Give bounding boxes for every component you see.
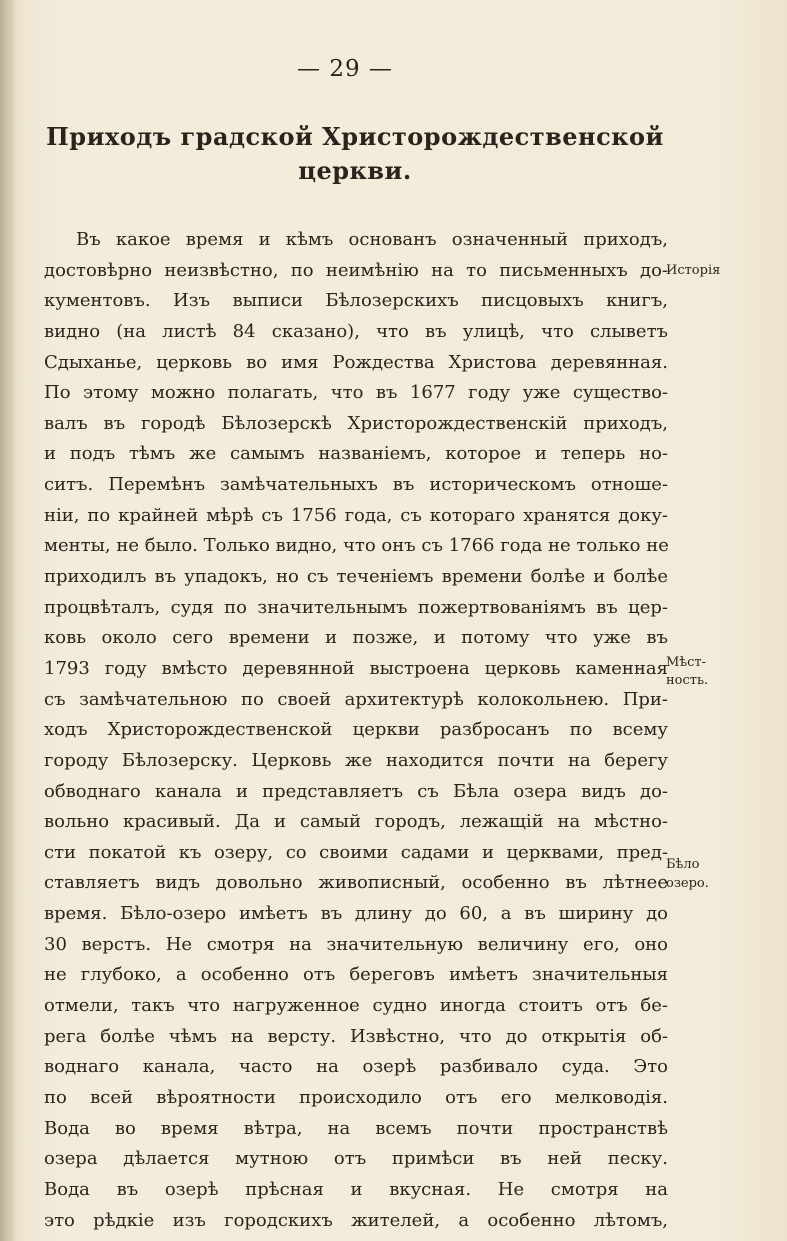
section-title-line-2: церкви.	[298, 156, 412, 185]
margin-note-locality-1: Мѣст-	[666, 655, 707, 670]
text-line: сти покатой къ озеру, со своими садами и церквами, пред-	[44, 841, 668, 863]
text-line: время. Бѣло-озеро имѣетъ въ длину до 60, а въ ширину до	[44, 903, 668, 925]
text-line: вольно красивый. Да и самый городъ, лежащій на мѣстно-	[44, 811, 668, 833]
text-line: не глубоко, а особенно отъ береговъ имѣетъ значительныя	[44, 964, 668, 986]
text-line: Въ какое время и кѣмъ основанъ означенный приходъ,	[76, 229, 668, 250]
margin-note-lake-1: Бѣло	[666, 857, 700, 872]
text-line: съ замѣчательною по своей архитектурѣ колокольнею. При-	[44, 688, 668, 710]
text-line: По этому можно полагать, что въ 1677 году уже существо-	[44, 382, 668, 404]
text-line: ніи, по крайней мѣрѣ съ 1756 года, съ котораго хранятся доку-	[44, 504, 668, 526]
text-line: Вода во время вѣтра, на всемъ почти пространствѣ	[44, 1117, 668, 1139]
text-line: по всей вѣроятности происходило отъ его мелководія.	[44, 1086, 668, 1108]
text-line: 1793 году вмѣсто деревянной выстроена церковь каменная	[44, 657, 668, 679]
text-line: ходъ Христорождественской церкви разбросанъ по всему	[44, 719, 668, 741]
body-text	[44, 225, 668, 1236]
text-line: обводнаго канала и представляетъ съ Бѣла озера видъ до-	[44, 780, 668, 802]
section-title	[40, 120, 670, 188]
margin-note-lake-2: озеро.	[666, 876, 709, 891]
text-line: ситъ. Перемѣнъ замѣчательныхъ въ историческомъ отноше-	[44, 474, 668, 496]
text-line: видно (на листѣ 84 сказано), что въ улицѣ, что слыветъ	[44, 320, 668, 342]
text-line: валъ въ городѣ Бѣлозерскѣ Христорождественскій приходъ,	[44, 412, 668, 434]
text-line: менты, не было. Только видно, что онъ съ 1766 года не только не	[44, 535, 669, 557]
text-line: озера дѣлается мутною отъ примѣси въ ней песку.	[44, 1148, 668, 1170]
text-line: Сдыханье, церковь во имя Рождества Христова деревянная.	[44, 351, 668, 373]
text-line: Вода въ озерѣ прѣсная и вкусная. Не смотря на	[44, 1178, 668, 1200]
text-line: и подъ тѣмъ же самымъ названіемъ, которое и теперь но-	[44, 443, 668, 465]
text-line: ставляетъ видъ довольно живописный, особенно въ лѣтнее	[44, 872, 668, 894]
text-line: 30 верстъ. Не смотря на значительную величину его, оно	[44, 933, 668, 955]
text-line: приходилъ въ упадокъ, но съ теченіемъ времени болѣе и болѣе	[44, 566, 668, 588]
margin-note-history: Исторія	[666, 263, 721, 278]
text-line: городу Бѣлозерску. Церковь же находится почти на берегу	[44, 749, 668, 771]
text-line: рега болѣе чѣмъ на версту. Извѣстно, что до открытія об-	[44, 1025, 668, 1047]
text-line: достовѣрно неизвѣстно, по неимѣнію на то письменныхъ до-	[44, 259, 668, 281]
text-line: процвѣталъ, судя по значительнымъ пожертвованіямъ въ цер-	[44, 596, 668, 618]
text-line: это рѣдкіе изъ городскихъ жителей, а особенно лѣтомъ,	[44, 1209, 668, 1231]
text-line: воднаго канала, часто на озерѣ разбивало суда. Это	[44, 1056, 668, 1078]
text-line: кументовъ. Изъ выписи Бѣлозерскихъ писцовыхъ книгъ,	[44, 290, 668, 312]
text-line: отмели, такъ что нагруженное судно иногда стоитъ отъ бе-	[44, 995, 668, 1017]
book-gutter	[0, 0, 16, 1241]
page-number: — 29 —	[297, 56, 393, 82]
text-line: ковь около сего времени и позже, и потому что уже въ	[44, 627, 668, 649]
margin-note-locality-2: ность.	[666, 673, 709, 688]
section-title-line-1: Приходъ градской Христорождественской	[46, 122, 664, 151]
